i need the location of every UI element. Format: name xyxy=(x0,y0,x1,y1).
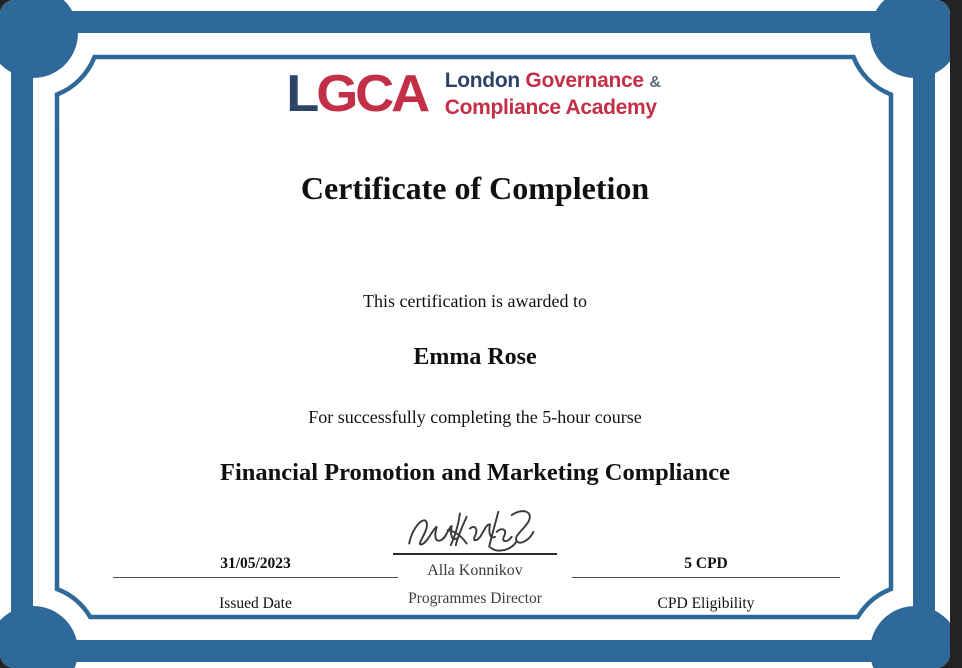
logo-word-london: London xyxy=(444,69,520,92)
signatory-role: Programmes Director xyxy=(408,590,542,607)
issued-date-label: Issued Date xyxy=(219,595,292,612)
lgca-logo xyxy=(0,65,950,123)
signatory-name: Alla Konnikov xyxy=(427,562,523,579)
lgca-logo-acronym xyxy=(286,65,428,123)
recipient-name: Emma Rose xyxy=(413,344,537,370)
issued-date-block xyxy=(113,555,398,613)
logo-ampersand: & xyxy=(649,74,661,91)
logo-line1 xyxy=(445,68,661,95)
cpd-value: 5 CPD xyxy=(572,555,840,578)
logo-line2: Compliance Academy xyxy=(444,96,657,119)
logo-letter-l: L xyxy=(286,65,317,123)
course-statement: For successfully completing the 5-hour course xyxy=(308,407,642,427)
cpd-block xyxy=(572,555,840,613)
cpd-label: CPD Eligibility xyxy=(657,595,755,612)
signature-line xyxy=(393,553,557,555)
logo-letters-gca: GCA xyxy=(316,65,428,123)
certificate-title: Certificate of Completion xyxy=(300,170,650,206)
signatory-block xyxy=(375,506,575,608)
course-title: Financial Promotion and Marketing Compliance xyxy=(220,459,730,486)
signature-scribble xyxy=(390,506,560,556)
award-statement: This certification is awarded to xyxy=(363,291,587,311)
logo-word-governance: Governance xyxy=(525,69,644,92)
lgca-logo-wordmark xyxy=(445,68,661,120)
issued-date-value: 31/05/2023 xyxy=(113,555,398,578)
